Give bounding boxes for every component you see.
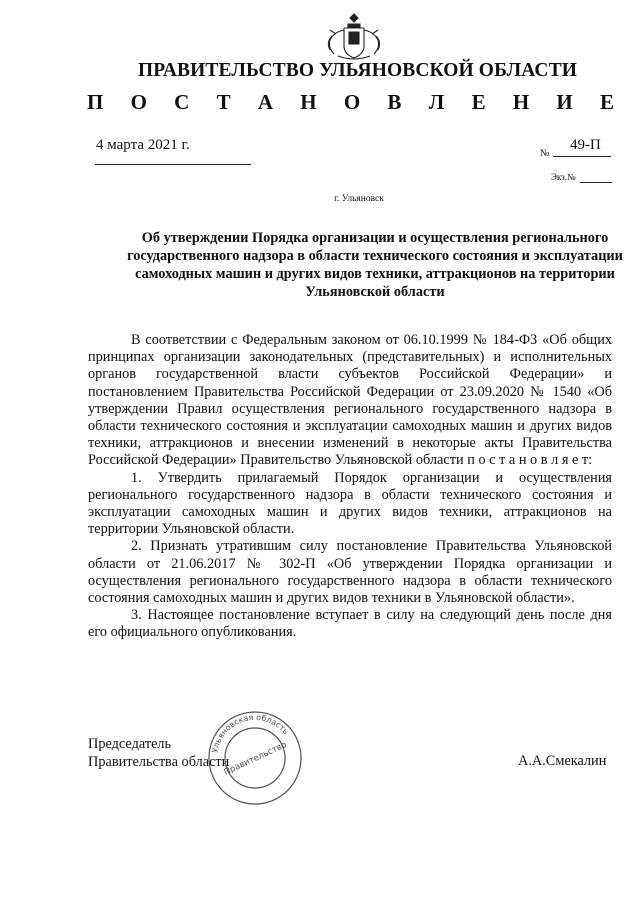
document-title: Об утверждении Порядка организации и осуществления регионального государственного надзора в области технического состояния и эксплуатации самоходных машин и других видов техники, аттракционов на территории Ульяновской области [127, 230, 623, 300]
copy-number-label: Экз.№ [551, 172, 576, 182]
city-name: г. Ульяновск [334, 194, 384, 204]
stamp-inner-text: Правительство [222, 740, 289, 778]
date-underline [95, 164, 251, 165]
document-date: 4 марта 2021 г. [96, 137, 190, 153]
number-sign: № [540, 148, 550, 159]
document-type: П О С Т А Н О В Л Е Н И Е [86, 90, 625, 114]
number-underline [553, 156, 611, 157]
document-body [88, 332, 612, 642]
signatory-position-line-2: Правительства области [88, 754, 230, 770]
official-stamp [205, 708, 305, 808]
signatory-position-line-1: Председатель [88, 736, 172, 752]
paragraph-item-2: 2. Признать утратившим силу постановление Правительства Ульяновской области от 21.06.2017 № 302-П «Об утверждении Порядка организации и осуществления регионального государственного надзора в области технического состояния самоходных машин и других видов техники в Ульяновской области». [88, 538, 612, 607]
document-number: 49-П [570, 137, 601, 153]
paragraph-item-3: 3. Настоящее постановление вступает в силу на следующий день после дня его официального опубликования. [88, 607, 612, 641]
coat-of-arms-emblem [318, 6, 390, 64]
paragraph-item-1: 1. Утвердить прилагаемый Порядок организации и осуществления регионального государственного надзора в области технического состояния и эксплуатации самоходных машин и других видов техники, аттракционов на территории Ульяновской области. [88, 469, 612, 538]
organization-name: ПРАВИТЕЛЬСТВО УЛЬЯНОВСКОЙ ОБЛАСТИ [138, 60, 577, 81]
paragraph-preamble: В соответствии с Федеральным законом от 06.10.1999 № 184-ФЗ «Об общих принципах организации законодательных (представительных) и исполнительных органов государственной власти субъектов Российской Федерации» и постановлением Правительства Российской Федерации от 23.09.2020 № 1540 «Об утверждении Правил осуществления регионального государственного надзора в области технического состояния и эксплуатации самоходных машин и других видов техники, аттракционов и внесении изменений в некоторые акты Правительства Российской Федерации» Правительство Ульяновской области п о с т а н о в л я е т: [88, 332, 612, 469]
copy-number-underline [580, 182, 612, 183]
signatory-name: А.А.Смекалин [518, 753, 607, 769]
stamp-outer-text: Ульяновская область [210, 712, 291, 754]
